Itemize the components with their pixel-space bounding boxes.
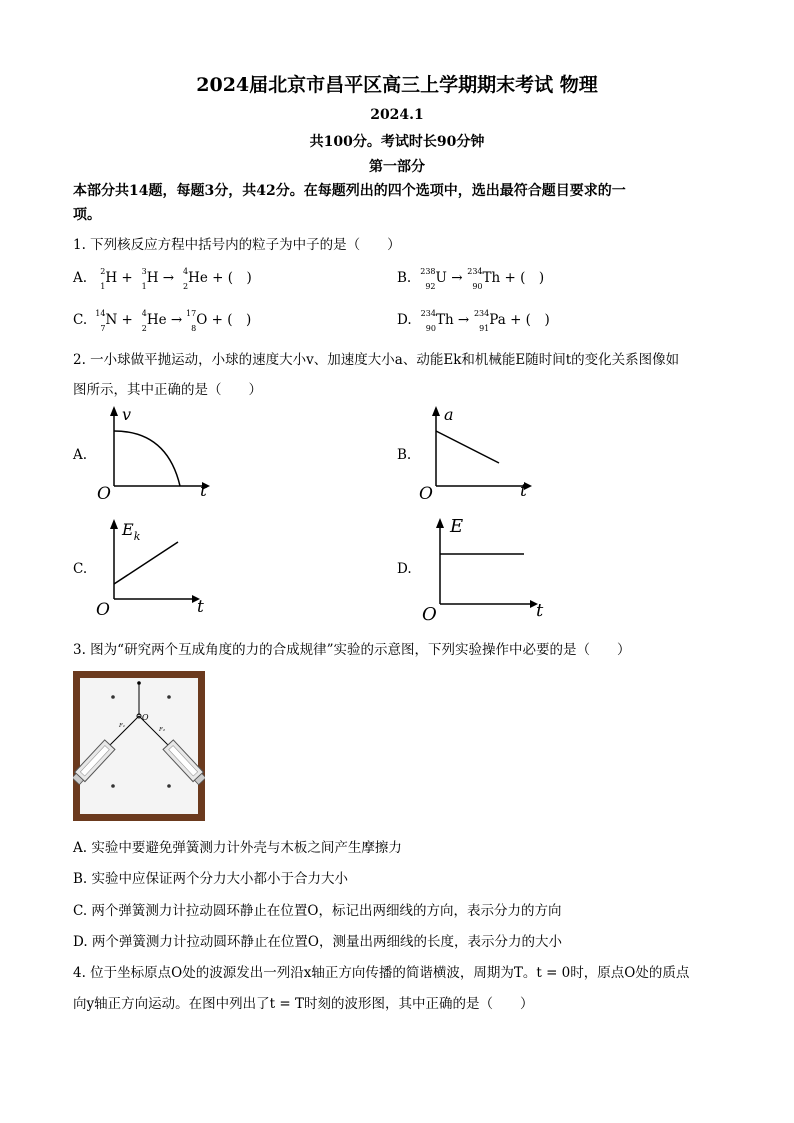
q3-option-d: D. 两个弹簧测力计拉动圆环静止在位置O，测量出两细线的长度，表示分力的大小 [73, 934, 562, 950]
exam-title: 2024届北京市昌平区高三上学期期末考试 物理 [196, 74, 598, 96]
q1-option-d-label: D. [397, 312, 412, 328]
q1-option-d: D. 234 90 Th → 234 91 Pa + ( ) [397, 308, 550, 333]
nuclide: 234 90 [420, 308, 436, 333]
svg-text:t: t [197, 597, 204, 617]
svg-text:E: E [450, 516, 464, 537]
q2-option-c-label: C. [73, 561, 88, 577]
q3-option-a: A. 实验中要避免弹簧测力计外壳与木板之间产生摩擦力 [73, 840, 402, 856]
nuclide: 4 2 [141, 308, 147, 333]
svg-text:O: O [97, 484, 111, 504]
nuclide: 234 90 [467, 266, 483, 291]
instructions-line-1: 本部分共14题，每题3分，共42分。在每题列出的四个选项中，选出最符合题目要求的一 [73, 183, 626, 199]
q3-option-c: C. 两个弹簧测力计拉动圆环静止在位置O，标记出两细线的方向，表示分力的方向 [73, 903, 562, 919]
nuclide: 3 1 [141, 266, 147, 291]
q4-stem-line-1: 4. 位于坐标原点O处的波源发出一列沿x轴正方向传播的简谐横波，周期为T。t = 0时，原点O处的质点 [73, 965, 690, 981]
q4-stem-line-2: 向y轴正方向运动。在图中列出了t = T时刻的波形图，其中正确的是（ ） [73, 996, 534, 1012]
q2-option-a-label: A. [73, 447, 88, 463]
svg-text:t: t [520, 481, 527, 501]
svg-text:F₁: F₁ [119, 723, 126, 729]
q1-option-c-label: C. [73, 312, 88, 328]
q3-option-b: B. 实验中应保证两个分力大小都小于合力大小 [73, 871, 349, 887]
nuclide: 2 1 [100, 266, 106, 291]
q1-option-a-label: A. [73, 270, 88, 286]
svg-text:a: a [444, 405, 454, 424]
q3-stem: 3. 图为“研究两个互成角度的力的合成规律”实验的示意图，下列实验操作中必要的是（ ） [73, 642, 631, 658]
svg-text:O: O [142, 713, 149, 722]
part-heading: 第一部分 [369, 159, 425, 175]
q3-experiment-figure [73, 671, 205, 821]
q1-option-c: C. 14 7 N + 4 2 He → 17 8 O + ( ) [73, 308, 252, 333]
nuclide: 14 7 [95, 308, 106, 333]
q1-option-b-label: B. [397, 270, 412, 286]
q1-option-b: B. 238 92 U → 234 90 Th + ( ) [397, 266, 545, 291]
q2-graph-a [92, 402, 222, 507]
exam-date: 2024.1 [370, 107, 424, 123]
q1-option-a: A. 2 1 H + 3 1 H → 4 2 He + ( ) [73, 266, 252, 291]
svg-text:v: v [122, 405, 132, 424]
svg-text:O: O [96, 600, 110, 620]
nuclide: 17 8 [186, 308, 197, 333]
q2-graph-b [414, 402, 544, 507]
svg-text:t: t [536, 600, 544, 621]
q2-stem-line-1: 2. 一小球做平抛运动，小球的速度大小v、加速度大小a、动能Ek和机械能E随时间t的变化关系图像如 [73, 352, 680, 368]
exam-score-time: 共100分。考试时长90分钟 [309, 134, 485, 150]
nuclide: 238 92 [420, 266, 436, 291]
instructions-line-2: 项。 [73, 207, 101, 223]
q2-graph-c [92, 515, 222, 620]
q2-option-b-label: B. [397, 447, 412, 463]
svg-text:O: O [419, 484, 433, 504]
svg-text:F₂: F₂ [159, 727, 166, 733]
nuclide: 234 91 [473, 308, 490, 333]
svg-text:O: O [422, 604, 437, 624]
q2-stem-line-2: 图所示，其中正确的是（ ） [73, 382, 262, 398]
svg-text:t: t [200, 481, 207, 501]
q2-graph-d [418, 512, 553, 624]
q2-option-d-label: D. [397, 561, 412, 577]
q1-stem: 1. 下列核反应方程中括号内的粒子为中子的是（ ） [73, 237, 401, 253]
svg-text:Ek: $E_k$ [122, 520, 141, 543]
nuclide: 4 2 [183, 266, 189, 291]
